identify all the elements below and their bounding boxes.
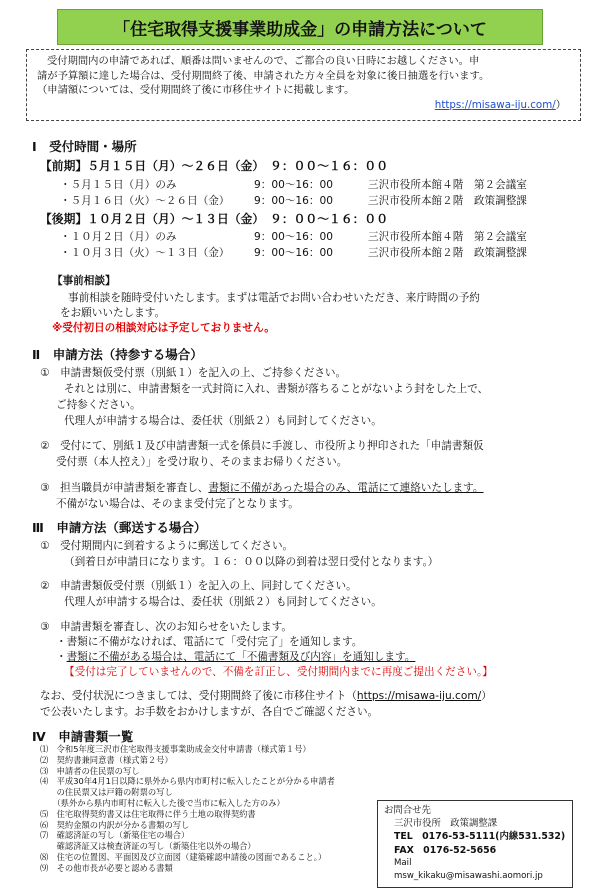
late-row-2-place: 三沢市役所本館２階 政策調整課	[368, 247, 527, 259]
doc-item: ⑵ 契約書兼同意書（様式第２号）	[40, 754, 173, 765]
section-4-heading: Ⅳ 申請書類一覧	[32, 729, 134, 744]
doc-item: ⑹ 契約金額の内訳が分かる書類の写し	[40, 819, 190, 830]
intro-line-2: 請が予算額に達した場合は、受付期間終了後、申請された方々全員を対象に後日抽選を行います。	[37, 69, 490, 82]
s3-item3-bullet: ・	[56, 651, 67, 663]
s3-item1-line-b: （到着日が申請日になります。１６：００以降の到着は翌日受付となります。）	[64, 556, 439, 568]
intro-url-line	[37, 98, 574, 113]
s2-item1-line-d: 代理人が申請する場合は、委任状（別紙２）も同封してください。	[64, 415, 382, 427]
doc-item: ⑸ 住宅取得契約書又は住宅取得に伴う土地の取得契約書	[40, 808, 256, 819]
section-2-heading: Ⅱ 申請方法（持参する場合）	[32, 347, 203, 362]
doc-item: の住民票又は戸籍の附票の写し	[40, 787, 173, 798]
consult-line-2: をお願いいたします。	[60, 307, 166, 319]
page-title: 「住宅取得支援事業助成金」の申請方法について	[57, 9, 543, 45]
early-row-1-place: 三沢市役所本館４階 第２会議室	[368, 179, 527, 191]
doc-item: ⑷ 平成30年4月1日以降に県外から県内市町村に転入したことが分かる申請者	[40, 776, 335, 787]
contact-label: お問合せ先	[384, 805, 431, 816]
s3-item3-warning: 【受付は完了していませんので、不備を訂正し、受付期間内までに再度ご提出ください。】	[64, 666, 493, 678]
intro-close-paren: ）	[555, 98, 566, 111]
contact-dept: 三沢市役所 政策調整課	[394, 818, 498, 830]
late-row-1-place: 三沢市役所本館４階 第２会議室	[368, 231, 527, 243]
migration-site-link[interactable]: https://misawa-iju.com/	[434, 98, 556, 111]
s2-item3-underlined: 書類に不備があった場合のみ、電話にて連絡いたします。	[208, 482, 484, 494]
s2-item1-line-a: ① 申請書類仮受付票（別紙１）を記入の上、ご持参ください。	[40, 367, 347, 379]
late-row-2-time: 9：00～16：00	[254, 247, 333, 259]
late-period-label: 【後期】１０月２日（月）～１３日（金） ９：００～１６：００	[40, 212, 389, 226]
s2-item3-line-a	[40, 480, 484, 495]
contact-box	[377, 800, 573, 888]
early-row-1-date: ・５月１５日（月）のみ	[60, 179, 177, 191]
s2-item2-line-b: 受付票（本人控え）」を受け取り、そのままお帰りください。	[56, 456, 348, 468]
s2-item2-line-a: ② 受付にて、別紙１及び申請書類一式を係員に手渡し、市役所より押印された「申請書類仮	[40, 440, 484, 452]
early-row-2-place: 三沢市役所本館２階 政策調整課	[368, 195, 527, 207]
s3-item3-line-c	[56, 649, 415, 664]
contact-fax: FAX 0176-52-5656	[394, 844, 497, 856]
section-1-heading: Ⅰ 受付時間・場所	[32, 139, 137, 154]
doc-item: ⑻ 住宅の位置図、平面図及び立面図（建築確認申請後の図面であること。）	[40, 851, 327, 862]
s2-item1-line-c: ご持参ください。	[56, 399, 141, 411]
early-row-2-date: ・５月１６日（火）～２６日（金）	[60, 195, 230, 207]
s3-item3-line-a: ③ 申請書類を審査し、次のお知らせをいたします。	[40, 621, 292, 633]
s3-note-close: ）	[481, 690, 492, 702]
early-row-1-time: 9：00～16：00	[254, 179, 333, 191]
doc-item: ⑼ その他市長が必要と認める書類	[40, 862, 173, 873]
late-row-1-time: 9：00～16：00	[254, 231, 333, 243]
document-list	[40, 744, 335, 874]
early-period-label: 【前期】５月１５日（月）～２６日（金） ９：００～１６：００	[40, 159, 389, 173]
consult-label: 【事前相談】	[52, 275, 116, 287]
intro-line-1: 受付期間内の申請であれば、順番は問いませんので、ご都合の良い日時にお越しください。申	[47, 55, 480, 67]
intro-notice	[26, 49, 581, 121]
s3-note-link[interactable]: https://misawa-iju.com/	[356, 690, 482, 702]
doc-item: ⑴ 令和5年度三沢市住宅取得支援事業助成金交付申請書（様式第１号）	[40, 744, 311, 754]
contact-mail[interactable]: Mail msw_kikaku@misawashi.aomori.jp	[394, 857, 543, 882]
consult-line-1: 事前相談を随時受付いたします。まずは電話でお問い合わせいただき、来庁時間の予約	[68, 292, 480, 304]
doc-item: （県外から県内市町村に転入した後で当市に転入した方のみ）	[40, 797, 285, 808]
late-row-2-date: ・１０月３日（火）～１３日（金）	[60, 247, 230, 259]
s3-note-line-b: で公表いたします。お手数をおかけしますが、各自でご確認ください。	[40, 706, 379, 718]
s3-item3-line-b: ・書類に不備がなければ、電話にて「受付完了」を通知します。	[56, 636, 363, 648]
s2-item3-text: ③ 担当職員が申請書類を審査し、	[40, 482, 209, 494]
section-3-heading: Ⅲ 申請方法（郵送する場合）	[32, 520, 207, 535]
s3-item2-line-b: 代理人が申請する場合は、委任状（別紙２）も同封してください。	[64, 596, 382, 608]
late-row-1-date: ・１０月２日（月）のみ	[60, 231, 177, 243]
consult-note: ※受付初日の相談対応は予定しておりません。	[52, 322, 275, 334]
intro-line-3: （申請額については、受付期間終了後に市移住サイトに掲載します。	[37, 84, 355, 96]
s2-item3-line-b: 不備がない場合は、そのまま受付完了となります。	[56, 498, 299, 510]
contact-tel: TEL 0176-53-5111(内線531.532)	[394, 831, 566, 843]
s3-item3-underlined: 書類に不備がある場合は、電話にて「不備書類及び内容」を通知します。	[66, 651, 416, 663]
doc-item: 確認済証又は検査済証の写し（新築住宅以外の場合）	[40, 841, 256, 852]
s2-item1-line-b: それとは別に、申請書類を一式封筒に入れ、書類が落ちることがないよう封をした上で、	[64, 383, 489, 395]
s3-item1-line-a: ① 受付期間内に到着するように郵送してください。	[40, 540, 294, 552]
early-row-2-time: 9：00～16：00	[254, 195, 333, 207]
s3-note-text: なお、受付状況につきましては、受付期間終了後に市移住サイト（	[40, 690, 357, 702]
doc-item: ⑶ 申請者の住民票の写し	[40, 765, 140, 776]
doc-item: ⑺ 確認済証の写し（新築住宅の場合）	[40, 830, 190, 841]
s3-item2-line-a: ② 申請書類仮受付票（別紙１）を記入の上、同封してください。	[40, 580, 357, 592]
s3-note-line-a	[40, 688, 492, 703]
